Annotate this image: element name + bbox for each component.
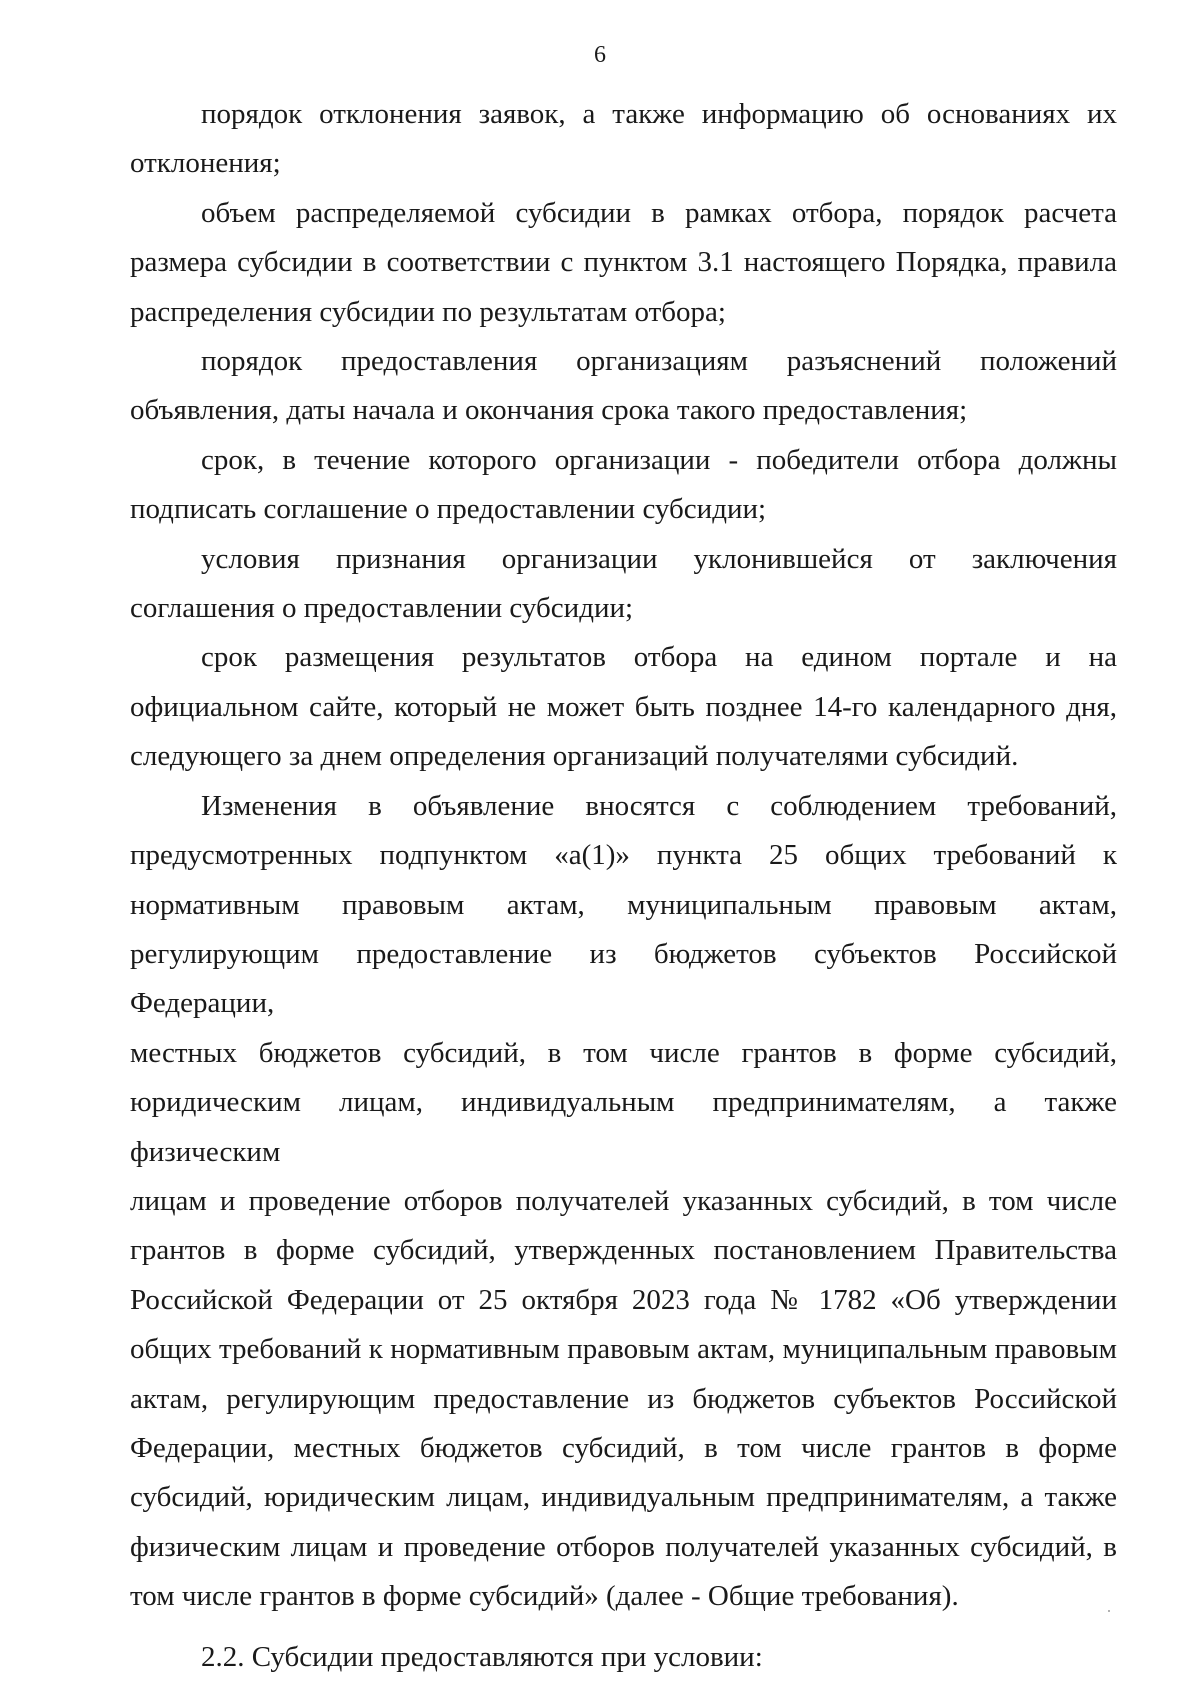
text-line: отклонения; [130, 147, 281, 180]
text-line: порядок предоставления организациям разъяснений положений [201, 345, 1117, 378]
text-line: соглашения о предоставлении субсидии; [130, 592, 634, 625]
text-line: предусмотренных подпунктом «а(1)» пункта 25 общих требований к [130, 839, 1117, 872]
text-line: размера субсидии в соответствии с пунктом 3.1 настоящего Порядка, правила [130, 246, 1117, 279]
text-line: 2.2. Субсидии предоставляются при условии: [201, 1640, 763, 1673]
text-line: лицам и проведение отборов получателей указанных субсидий, в том числе [130, 1184, 1117, 1217]
paragraph-announcement-changes [130, 782, 1117, 1622]
scan-speck [1108, 1610, 1110, 1612]
paragraph-clarification-order [130, 337, 1117, 436]
text-line: Федерации, местных бюджетов субсидий, в том числе грантов в форме [130, 1431, 1117, 1464]
paragraph-evasion-conditions [130, 535, 1117, 634]
paragraph-results-publication [130, 633, 1117, 781]
text-line: актам, регулирующим предоставление из бюджетов субъектов Российской [130, 1382, 1117, 1415]
text-line: субсидий, юридическим лицам, индивидуальным предпринимателям, а также [130, 1481, 1117, 1514]
text-line: официальном сайте, который не может быть позднее 14-го календарного дня, [130, 690, 1117, 723]
text-line: том числе грантов в форме субсидий» (далее - Общие требования). [130, 1580, 959, 1613]
text-line: срок, в течение которого организации - победители отбора должны [201, 443, 1117, 476]
text-line: распределения субсидии по результатам отбора; [130, 295, 726, 328]
text-line: юридическим лицам, индивидуальным предпринимателям, а также физическим [130, 1086, 1117, 1168]
text-line: подписать соглашение о предоставлении субсидии; [130, 493, 767, 526]
paragraph-rejection-order [130, 90, 1117, 189]
paragraph-signing-deadline [130, 436, 1117, 535]
text-line: общих требований к нормативным правовым актам, муниципальным правовым [130, 1333, 1117, 1366]
text-line: порядок отклонения заявок, а также информацию об основаниях их [201, 98, 1117, 130]
text-line: объявления, даты начала и окончания срока такого предоставления; [130, 394, 968, 427]
paragraph-subsidy-volume [130, 189, 1117, 337]
text-line: физическим лицам и проведение отборов получателей указанных субсидий, в [130, 1530, 1117, 1563]
text-line: условия признания организации уклонившейся от заключения [201, 542, 1117, 575]
text-line: следующего за днем определения организаций получателями субсидий. [130, 740, 1019, 773]
text-line: Российской Федерации от 25 октября 2023 года № 1782 «Об утверждении [130, 1283, 1117, 1316]
document-body [130, 90, 1117, 1682]
text-line: местных бюджетов субсидий, в том числе грантов в форме субсидий, [130, 1036, 1117, 1069]
text-line: нормативным правовым актам, муниципальным правовым актам, [130, 888, 1117, 921]
text-line: срок размещения результатов отбора на едином портале и на [201, 641, 1117, 674]
text-line: регулирующим предоставление из бюджетов субъектов Российской Федерации, [130, 937, 1117, 1020]
text-line: Изменения в объявление вносятся с соблюдением требований, [201, 789, 1117, 822]
page-number: 6 [594, 42, 606, 68]
section-2-2-heading [130, 1633, 1117, 1682]
text-line: грантов в форме субсидий, утвержденных постановлением Правительства [130, 1234, 1117, 1267]
text-line: объем распределяемой субсидии в рамках отбора, порядок расчета [201, 196, 1117, 229]
